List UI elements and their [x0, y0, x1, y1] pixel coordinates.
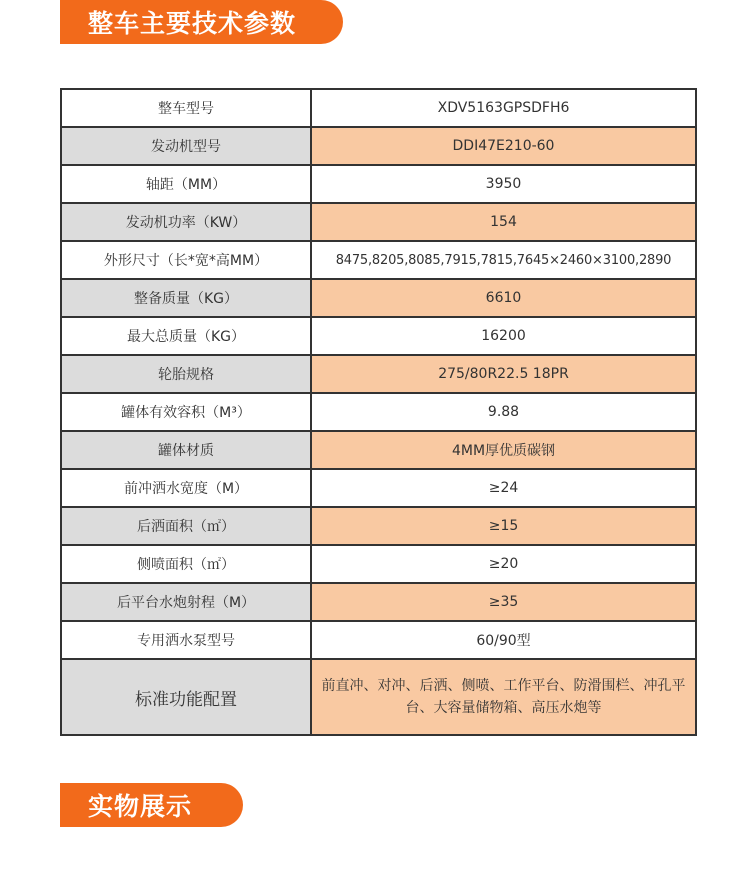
spec-label: 标准功能配置	[61, 659, 311, 735]
spec-value: ≥35	[311, 583, 696, 621]
spec-value: 16200	[311, 317, 696, 355]
spec-value: DDI47E210-60	[311, 127, 696, 165]
spec-value: ≥24	[311, 469, 696, 507]
spec-label: 侧喷面积（㎡）	[61, 545, 311, 583]
table-row	[61, 545, 696, 583]
table-row	[61, 127, 696, 165]
spec-label: 后平台水炮射程（M）	[61, 583, 311, 621]
table-row	[61, 583, 696, 621]
table-row	[61, 89, 696, 127]
table-row	[61, 165, 696, 203]
spec-value: 9.88	[311, 393, 696, 431]
spec-value: 4MM厚优质碳钢	[311, 431, 696, 469]
spec-label: 整备质量（KG）	[61, 279, 311, 317]
specs-section-title: 整车主要技术参数	[88, 9, 297, 38]
spec-table	[60, 88, 697, 736]
table-row	[61, 469, 696, 507]
table-row	[61, 317, 696, 355]
specs-section-banner	[60, 0, 343, 44]
spec-label: 前冲洒水宽度（M）	[61, 469, 311, 507]
spec-value: 前直冲、对冲、后洒、侧喷、工作平台、防滑围栏、冲孔平台、大容量储物箱、高压水炮等	[311, 659, 696, 735]
table-row	[61, 507, 696, 545]
table-row	[61, 621, 696, 659]
spec-label: 轴距（MM）	[61, 165, 311, 203]
spec-label: 后洒面积（㎡）	[61, 507, 311, 545]
spec-value: 6610	[311, 279, 696, 317]
spec-value: ≥15	[311, 507, 696, 545]
spec-value: 275/80R22.5 18PR	[311, 355, 696, 393]
photos-section-title: 实物展示	[88, 792, 193, 821]
table-row	[61, 279, 696, 317]
photos-section-banner	[60, 783, 243, 827]
table-row	[61, 241, 696, 279]
table-row	[61, 393, 696, 431]
spec-label: 专用洒水泵型号	[61, 621, 311, 659]
spec-value: XDV5163GPSDFH6	[311, 89, 696, 127]
spec-value: 3950	[311, 165, 696, 203]
spec-value: 60/90型	[311, 621, 696, 659]
spec-value: ≥20	[311, 545, 696, 583]
table-row	[61, 431, 696, 469]
table-row	[61, 203, 696, 241]
spec-label: 罐体有效容积（M³）	[61, 393, 311, 431]
spec-label: 最大总质量（KG）	[61, 317, 311, 355]
spec-label: 整车型号	[61, 89, 311, 127]
spec-label: 罐体材质	[61, 431, 311, 469]
table-row	[61, 659, 696, 735]
spec-value: 154	[311, 203, 696, 241]
spec-value: 8475,8205,8085,7915,7815,7645×2460×3100,2890	[311, 241, 696, 279]
spec-label: 轮胎规格	[61, 355, 311, 393]
spec-label: 外形尺寸（长*宽*高MM）	[61, 241, 311, 279]
table-row	[61, 355, 696, 393]
spec-label: 发动机型号	[61, 127, 311, 165]
spec-label: 发动机功率（KW）	[61, 203, 311, 241]
